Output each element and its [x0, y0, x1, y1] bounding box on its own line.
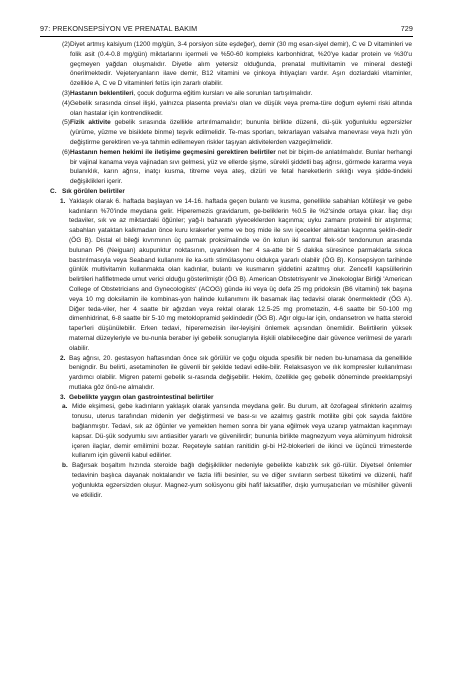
- body-text: [50, 40, 413, 500]
- item-label: (5): [62, 119, 70, 127]
- item-text: Baş ağrısı, 20. gestasyon haftasından önce sık görülür ve çoğu olguda spesifik bir neden bu-lunamasa da genellikle benigndir. Bu belirti, asetaminofen ile güvenli bir şekilde tedavi edile-bilir. Relaksasyon ve ılık kompresler kullanılması yardımcı olabilir. Migren paterni gebelik sı-rasında değişebilir. Hekim, özellikle geç gebelik döneminde preeklampsiyi mutlaka göz önü-ne almalıdır.: [69, 354, 412, 391]
- section-title: Sık görülen belirtiler: [62, 187, 125, 195]
- item-label: (3): [62, 89, 70, 97]
- list-item: [62, 402, 412, 461]
- item-text: Diyet artmış kalsiyum (1200 mg/gün, 3-4 porsiyon süte eşdeğer), demir (30 mg esan-siyel demir), C ve D vitaminleri ve folik asit (0.4-0.8 mg/gün) miktarlarını içermeli ve %50-60 kompleks karbonhidrat, %20'ye kadar protein ve %30'u geçmeyen yağdan oluşmalıdır. Diyetle alım yetersiz olduğunda, prenatal multivitamin ve mineral desteği önerilmektedir. Vejeteryanların ilave demir, B12 vitamini ve çinkoya ihtiyaçları vardır. Aşırı dozlardaki vitaminler, özellikle A, C ve D vitaminleri fetüs için zararlı olabilir.: [70, 41, 412, 88]
- item-text: net bir biçim-de anlatılmalıdır. Bunlar herhangi bir vajinal kanama veya vajinadan sıvı gelmesi, yüz ve ellerde şişme, sürekli şiddetli baş ağrısı, görmede kararma veya bulanıklık, karın ağrısı, inatçı kusma, titreme veya ateş, dizüri ve fetal hareketlerin sıklığı veya şidde-tindeki değişiklikleri içerir.: [70, 148, 413, 186]
- list-item: [62, 89, 412, 99]
- page-number: 729: [400, 24, 413, 33]
- item-label: (2): [62, 41, 70, 48]
- item-text: Bağırsak boşaltım hızında steroide bağlı değişiklikler nedeniyle gebelikte kabızlık sık gö-rülür. Diyetsel önlemler tedavinin başlıca dayanak noktalarıdır ve fazla lifli besinler, su ve diğer sıvıların serbest tüketimi ve düzenli, hafif yoğunlukta egzersizden oluşur. Magnez-yum solüsyonu gibi hafif laksatifler, dışkı yumuşatıcıları ve müshiller güvenli ve etkilidir.: [72, 462, 412, 499]
- item-text: , çocuk doğurma eğitim kursları ve aile sorunları tartışılmalıdır.: [133, 89, 313, 97]
- list-item: [62, 99, 412, 119]
- item-text: Mide ekşimesi, gebe kadınların yaklaşık olarak yarısında meydana gelir. Bu durum, alt özofageal sfinkterin azalmış tonusu, uterus tarafından midenin yer değiştirmesi ve bası-sı ve azalmış gastrik motilite gibi çok sayıda faktöre bağlanmıştır. Tedavi, sık az öğünler ve yemekten hemen sonra bir yana eğilmek veya uzanıp yatmaktan kaçınmayı kapsar. Dü-şük sodyumlu sıvı antiasitler yararlı ve güvenilirdir; bununla birlikte magnezyum veya alüminyum hidroksit içeren ilaçlar, demir emilimini bozar. Reçeteyle satılan ranitidin gi-bi H2-blokerleri de ikinci ve üçüncü trimesterde kullanım için güvenli kabul edilirler.: [72, 403, 412, 460]
- item-lead: Hastanın beklentileri: [70, 89, 134, 97]
- item-number: 2.: [60, 354, 66, 362]
- item-number: 3.: [60, 393, 66, 401]
- item-number: 1.: [60, 197, 66, 205]
- item-label: (4): [62, 99, 70, 107]
- running-header: [40, 22, 413, 37]
- list-item: [62, 40, 412, 89]
- item-text: Yaklaşık olarak 6. haftada başlayan ve 14-16. haftada geçen bulantı ve kusma, genellikle sabahları kötüleşir ve gebe kadınların %70'inde meydana gelir. Hiperemezis gravidarum, ge-beliklerin %0.5 ile %2'sinde ortaya çıkar. İlaç dışı tedaviler, sık ve az miktardaki öğünler; yağ-lı baharatlı yiyeceklerden kaçınma; uyku zamanı proteinli bir atıştırma; sabahları yataktan kalkmadan önce kuru krakerler yeme ve boş mide ile sıvı içecekler almaktan kaçınma şeklin-dedir (ÖG B). Distal el bileği kıvrımının üç parmak proksimalinde ve ön kolun iki santral flek-sör tendonunun arasında bulunan P6 (Neiguan) akupunktur noktasının, uyanıkken her 4 sa-atte bir 5 dakika süresince parmaklarla sıkıca bastırılmasıyla veya Seaband kullanımı ile ka-sıtlı stimülasyonu oldukça yararlı olabilir (ÖG B). Konsepsiyon tarihinde günlük multivitamin kullanmakta olan kadınlar, bulantı ve kusmanın şiddetini azaltmış olur. Zencefil kapsüllerinin belirtileri hafifletmede umut verici olduğu gösterilmiştir (ÖG B). American Obstetrisyenlr ve Jinekologlar Birliği 'American College of Obstetricians and Gynecologists' (ACOG) gündə iki veya üç defa 25 mg pridoksin (B6 vitamini) tek başına veya 10 mg doksilamin ile kombinas-yon halinde kullanımını ilk basamak ilaç tedavisi olarak önermektedir (ÖG A). Diğer teda-viler, her 4 saatte bir ağızdan veya rektal olarak 12.5-25 mg prometazin, 4-6 saatte bir 50-100 mg dimenhidrinat, 6-8 saatte bir 5-10 mg metoklopramid şeklindedir (ÖG B). Ağır olgu-lar için, ondansetron ve hatta steroid taper'leri düşünülebilir. Erken tedavi, hiperemezisin iler-leyişini önlemek açısından önemlidir. Belirtilerin yüksek maternal düzeyleriyle ve bu-nunla beraber iyi gebelik sonuçlarıyla ilişkili olabileceğine dair güvence verilmesi de yararlı olabilir.: [69, 197, 412, 352]
- section-heading: [50, 187, 412, 197]
- list-item: [62, 118, 412, 147]
- numbered-item: [60, 197, 412, 354]
- numbered-item: [60, 354, 412, 393]
- list-item: [62, 148, 412, 187]
- section-label: C.: [50, 187, 57, 195]
- item-text: Gebelik sırasında cinsel ilişki, yalnızca plasenta previa'sı olan ve düşük veya prema-türe doğum eylemi riski altında olan hastalar için kontrendikedir.: [70, 99, 412, 117]
- item-label: a.: [62, 403, 68, 411]
- item-lead: Hastanın hemen hekimi ile iletişime geçmesini gerektiren belirtiler: [70, 148, 276, 156]
- item-lead: Fizik aktivite: [70, 119, 111, 127]
- list-item: [62, 461, 412, 500]
- chapter-title: 97: PREKONSEPSİYON VE PRENATAL BAKIM: [40, 24, 198, 33]
- numbered-item: [60, 393, 412, 403]
- item-text: Gebelikte yaygın olan gastrointestinal belirtiler: [69, 393, 214, 401]
- item-label: b.: [62, 462, 68, 470]
- item-label: (6): [62, 148, 70, 156]
- item-text: gebelik sırasında özellikle artırılmamalıdır; bununla birlikte düzenli, dü-şük yoğunluklu egzersizler (yürüme, yüzme ve bisiklete binme) teşvik edilmelidir. Te-mas sporları, tekrarlayan valsalva manevrası veya hızlı yön değiştirme gerektiren ve-ya tahmin edilemeyen riskler taşıyan aktivitelerden vazgeçilmelidir.: [70, 119, 413, 146]
